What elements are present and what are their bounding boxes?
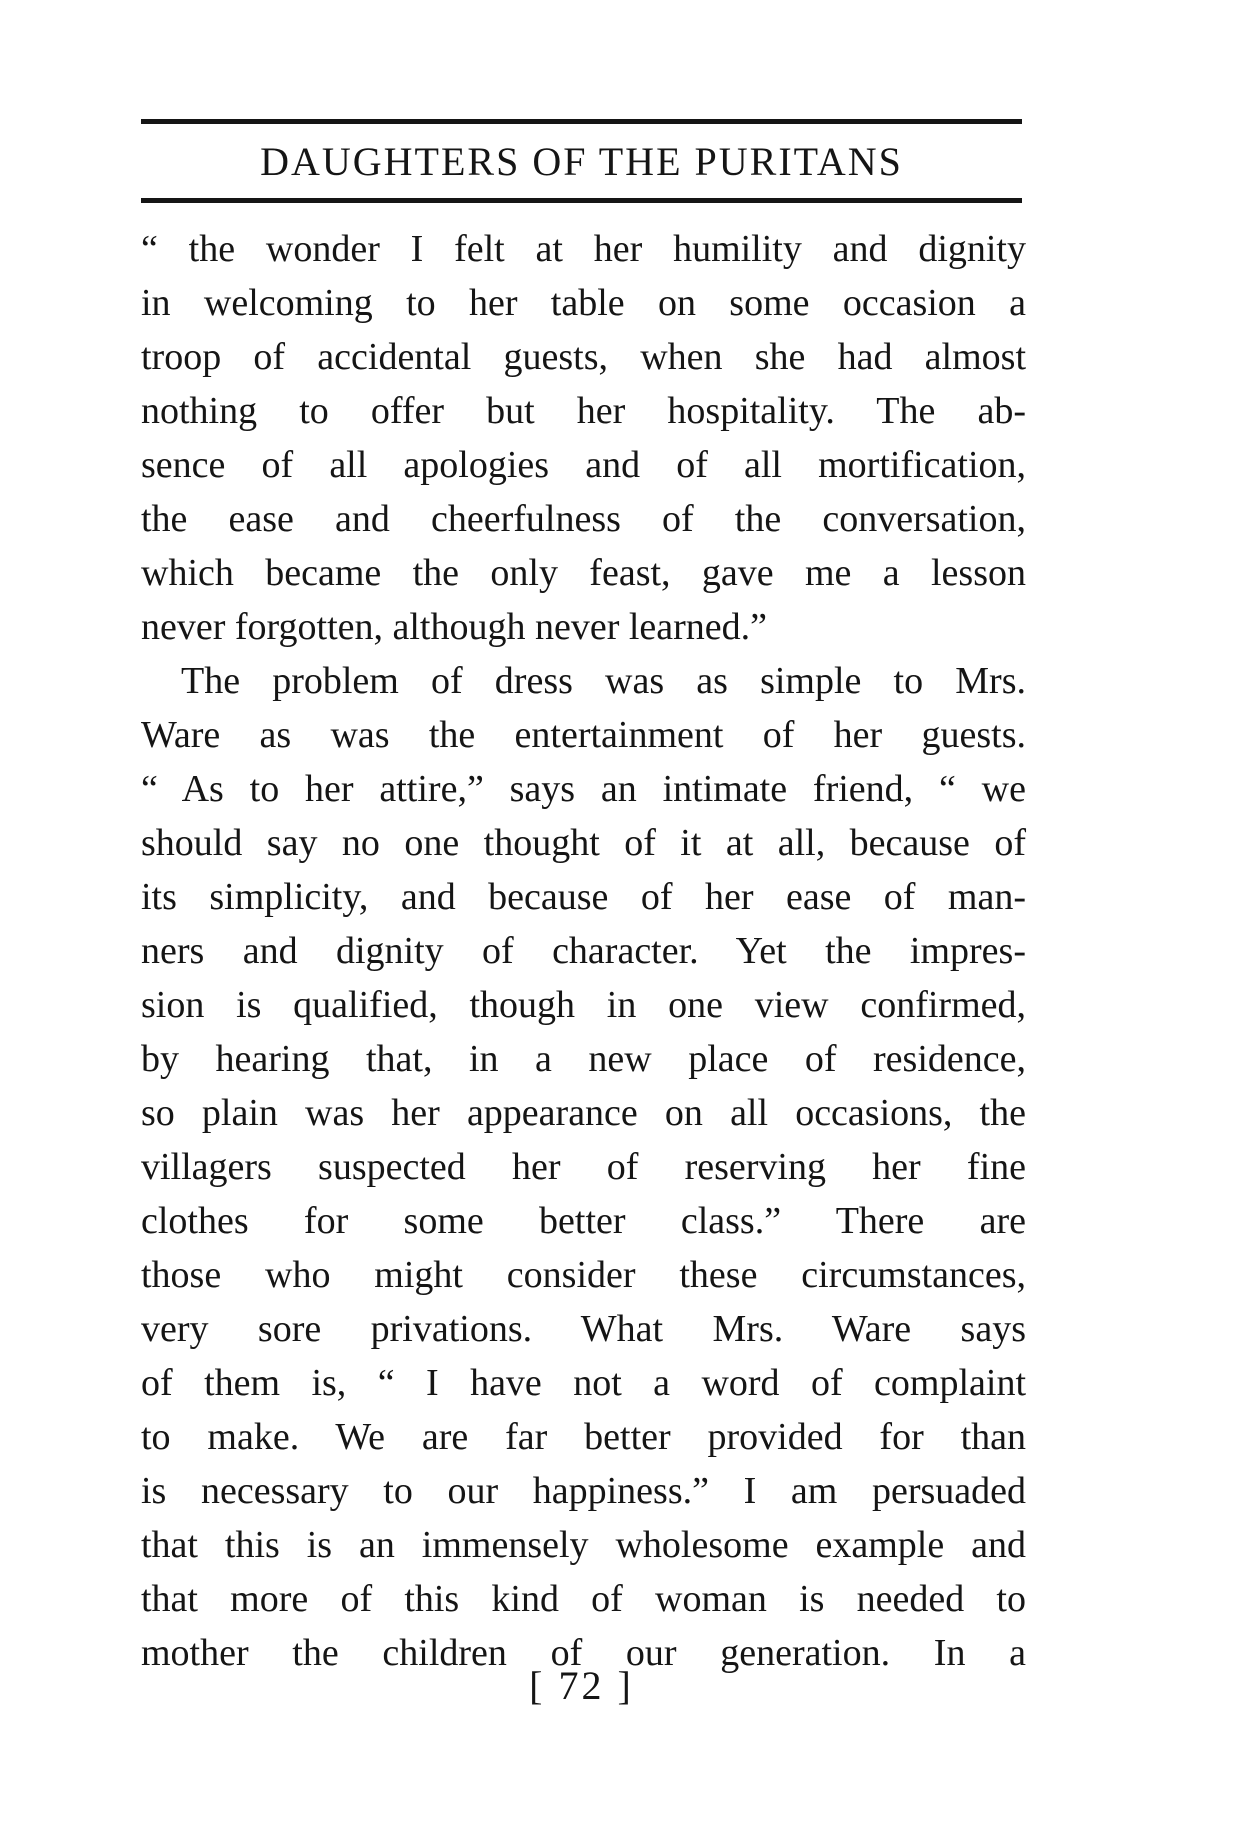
text-line: Ware as was the entertainment of her guests.	[141, 714, 1026, 756]
running-head: DAUGHTERS OF THE PURITANS	[260, 139, 903, 184]
text-line: so plain was her appearance on all occasions, the	[141, 1092, 1026, 1134]
paragraph-start-line: The problem of dress was as simple to Mrs.	[181, 660, 1026, 702]
text-line: very sore privations. What Mrs. Ware says	[141, 1308, 1026, 1350]
text-line: those who might consider these circumstances,	[141, 1254, 1026, 1296]
text-line: villagers suspected her of reserving her fine	[141, 1146, 1026, 1188]
header-rule-top	[141, 119, 1022, 124]
text-line: should say no one thought of it at all, because of	[141, 822, 1026, 864]
page-number: [ 72 ]	[529, 1663, 634, 1708]
text-line: never forgotten, although never learned.”	[141, 606, 768, 648]
text-line: “ the wonder I felt at her humility and dignity	[141, 228, 1026, 270]
text-line: that more of this kind of woman is needed to	[141, 1578, 1026, 1620]
text-line: its simplicity, and because of her ease of man-	[141, 876, 1026, 918]
text-line: is necessary to our happiness.” I am persuaded	[141, 1470, 1026, 1512]
text-line: nothing to offer but her hospitality. The ab-	[141, 390, 1026, 432]
text-line: troop of accidental guests, when she had almost	[141, 336, 1026, 378]
text-line: which became the only feast, gave me a lesson	[141, 552, 1026, 594]
text-line: that this is an immensely wholesome example and	[141, 1524, 1026, 1566]
text-line: ners and dignity of character. Yet the impres-	[141, 930, 1026, 972]
text-line: of them is, “ I have not a word of complaint	[141, 1362, 1026, 1404]
text-line: “ As to her attire,” says an intimate friend, “ we	[141, 768, 1026, 810]
text-line: clothes for some better class.” There are	[141, 1200, 1026, 1242]
text-line: sence of all apologies and of all mortification,	[141, 444, 1026, 486]
text-line: by hearing that, in a new place of residence,	[141, 1038, 1026, 1080]
body-text	[141, 222, 1026, 1680]
text-line: sion is qualified, though in one view confirmed,	[141, 984, 1026, 1026]
text-line: in welcoming to her table on some occasion a	[141, 282, 1026, 324]
text-line: to make. We are far better provided for than	[141, 1416, 1026, 1458]
text-line: mother the children of our generation. In a	[141, 1632, 1026, 1674]
header-rule-bottom	[141, 198, 1022, 203]
text-line: the ease and cheerfulness of the conversation,	[141, 498, 1026, 540]
